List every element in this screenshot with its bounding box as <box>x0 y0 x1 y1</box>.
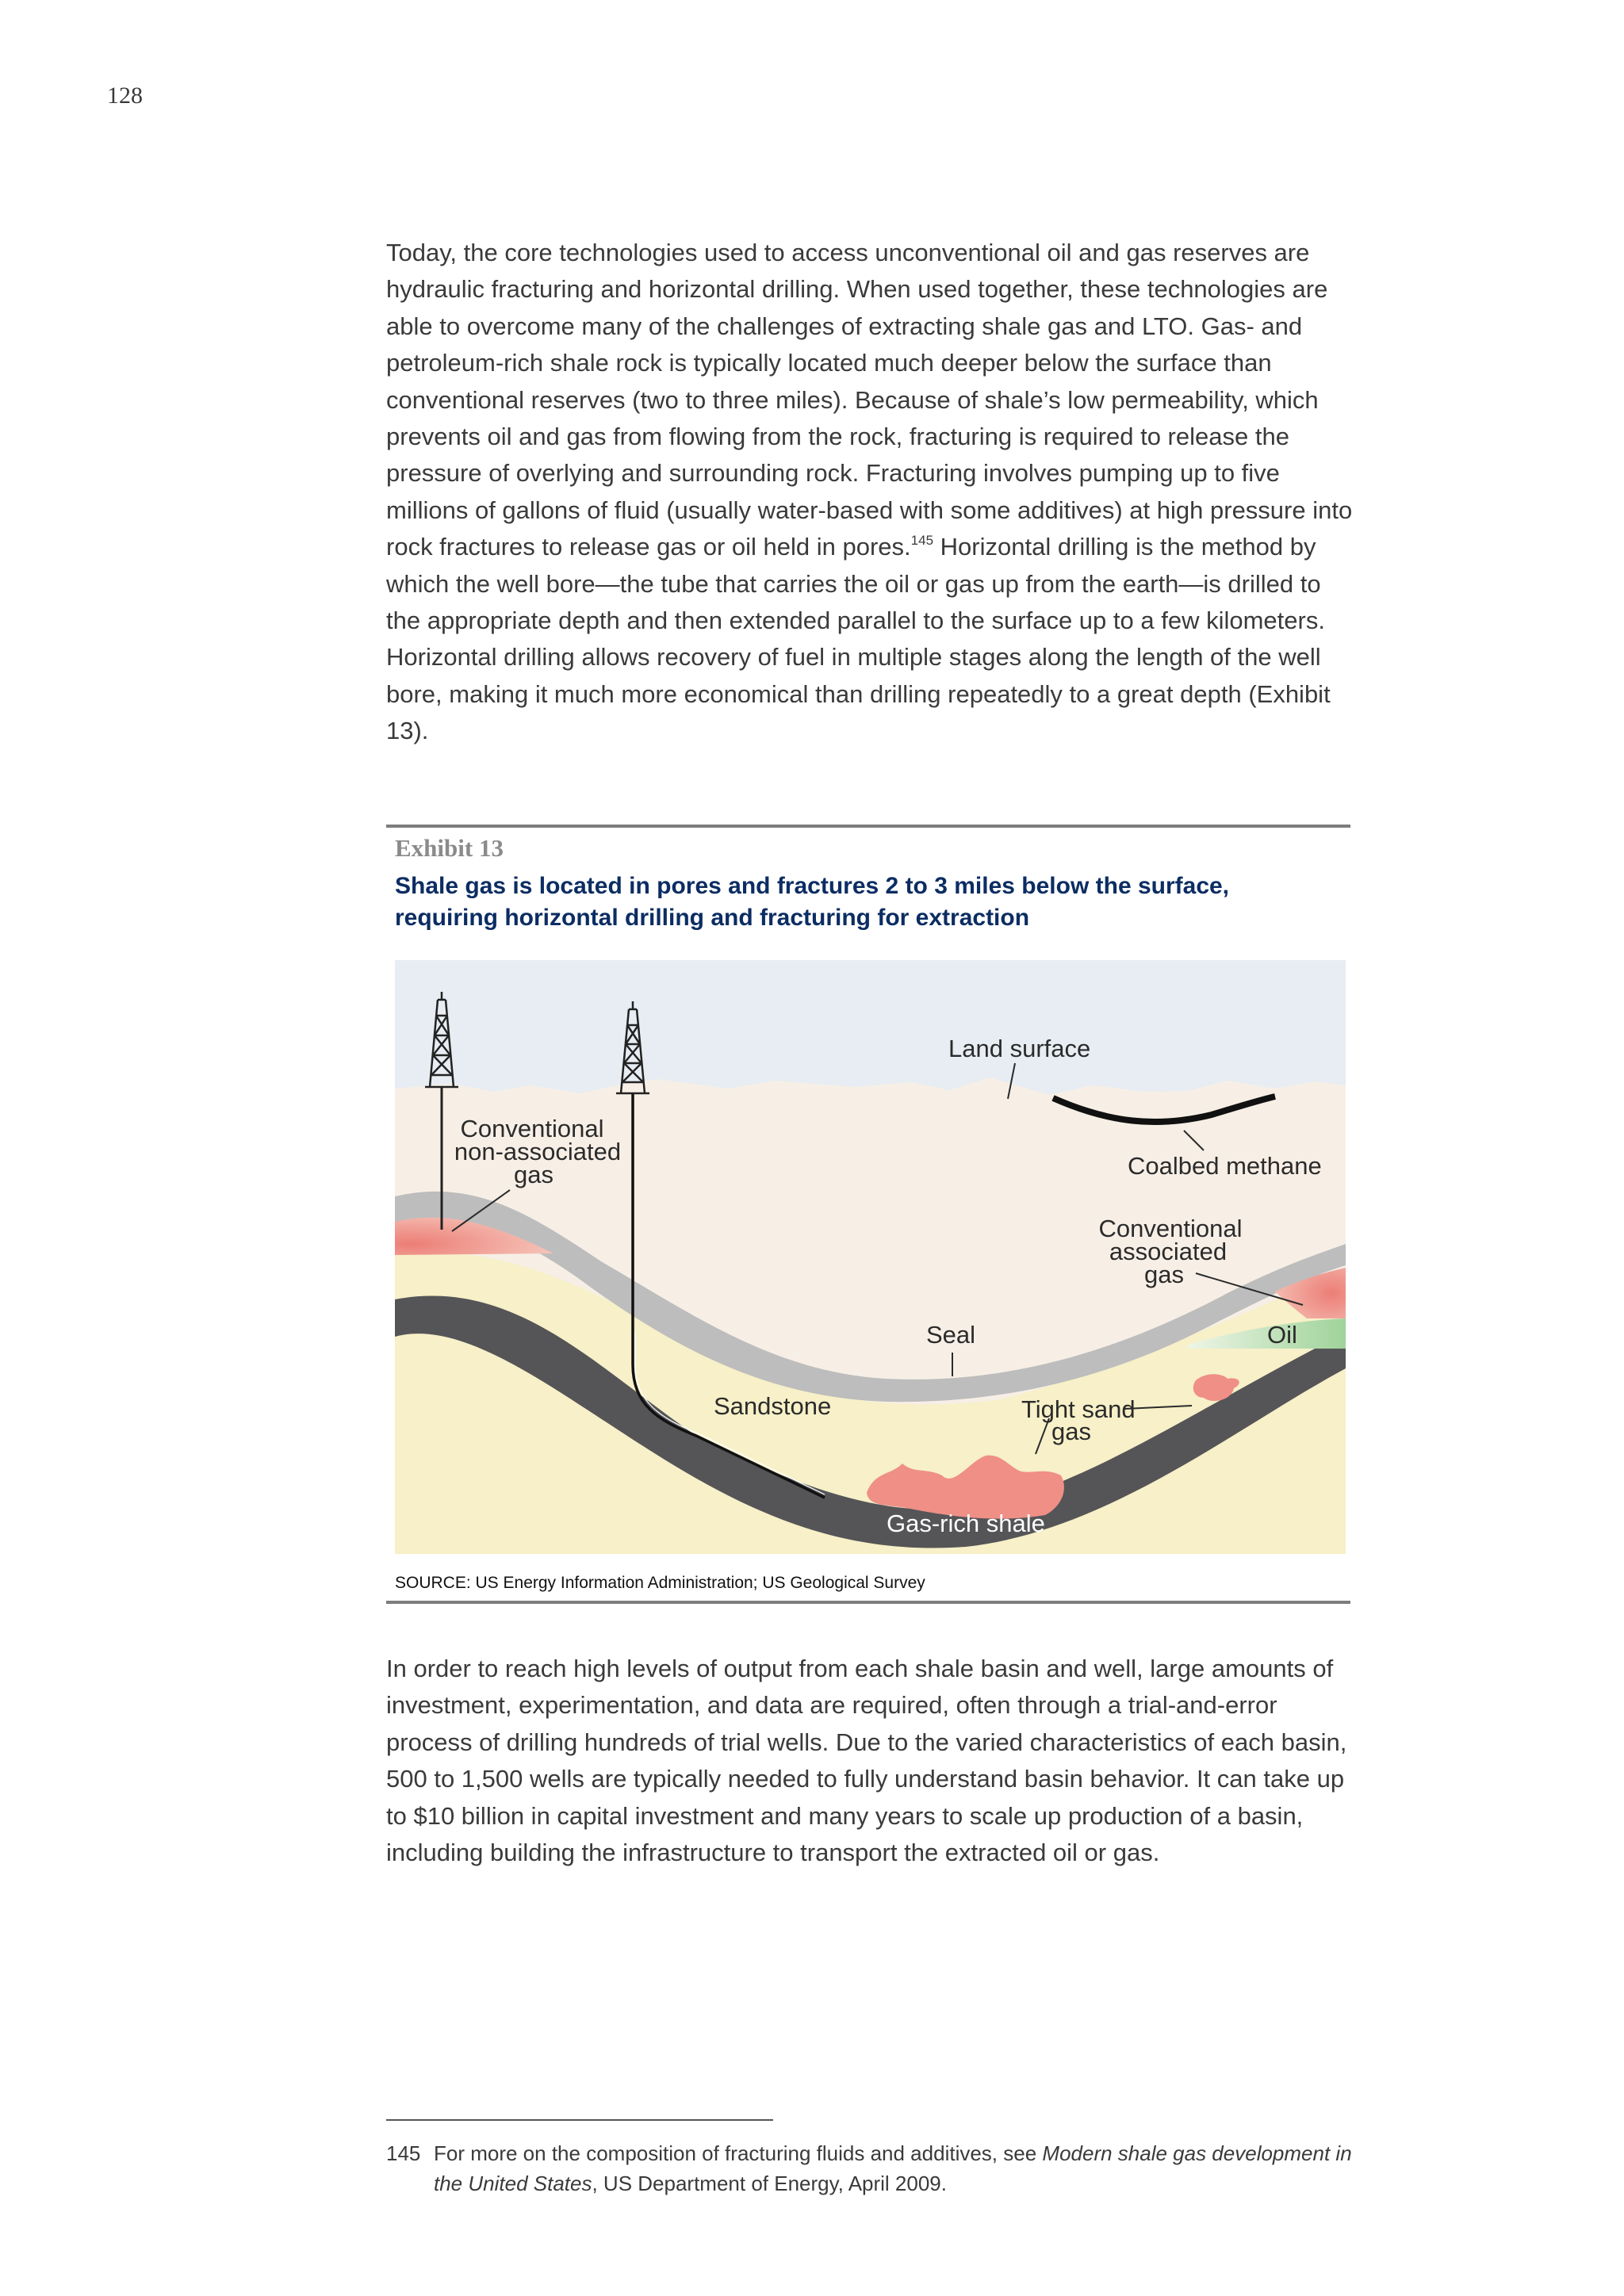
exhibit-title-line: Shale gas is located in pores and fractures 2 to 3 miles below the surface, <box>395 873 1230 899</box>
shale-gas-diagram <box>395 960 1346 1554</box>
body-paragraph <box>386 235 1362 750</box>
label-conventional-nonassociated: Conventional <box>460 1115 604 1142</box>
label-conventional-associated: Conventional <box>1098 1215 1243 1242</box>
label-conventional-associated: gas <box>1144 1261 1184 1288</box>
footnote-number: 145 <box>386 2141 421 2165</box>
body-paragraph: In order to reach high levels of output from each shale basin and well, large amounts of investment, experimentation, and data are required, often through a trial-and-error process of drilling hundreds of trial wells. Due to the varied characteristics of each basin, 500 to 1,500 wells are typically needed to fully understand basin behavior. It can take up to $10 billion in capital investment and many years to scale up production of a basin, including building the infrastructure to transport the extracted oil or gas. <box>386 1655 1347 1867</box>
page-number: 128 <box>107 82 143 109</box>
label-conventional-nonassociated: non-associated <box>454 1138 622 1165</box>
label-oil: Oil <box>1267 1321 1297 1349</box>
exhibit-source: SOURCE: US Energy Information Administration; US Geological Survey <box>395 1574 925 1592</box>
footnote-cited-title: Modern shale gas development in the United States <box>434 2141 1352 2195</box>
footnote-text-part: For more on the composition of fracturing fluids and additives, see <box>434 2141 1043 2165</box>
label-conventional-nonassociated: gas <box>514 1161 553 1188</box>
footnote-text <box>434 2138 1385 2198</box>
exhibit-title-line: requiring horizontal drilling and fracturing for extraction <box>395 905 1030 931</box>
label-coalbed-methane: Coalbed methane <box>1128 1152 1322 1180</box>
exhibit-bottom-rule <box>386 1601 1350 1604</box>
exhibit-label: Exhibit 13 <box>395 834 504 862</box>
label-seal: Seal <box>926 1321 976 1349</box>
label-land-surface: Land surface <box>948 1035 1091 1062</box>
label-gas-rich-shale: Gas-rich shale <box>887 1510 1045 1537</box>
exhibit-top-rule <box>386 825 1350 828</box>
label-tight-sand-gas: gas <box>1051 1418 1091 1445</box>
paragraph-text: Horizontal drilling is the method by which the well bore—the tube that carries the oil or gas up from the earth—is drilled to the appropriate depth and then extended parallel to the surface up to a few kilometers. Horizontal drilling allows recovery of fuel in multiple stages along the length of the well bore, making it much more economical than drilling repeatedly to a great depth (Exhibit 13). <box>386 533 1331 745</box>
paragraph-text: Today, the core technologies used to access unconventional oil and gas reserves are hydraulic fracturing and horizontal drilling. When used together, these technologies are able to overcome many of the challenges of extracting shale gas and LTO. Gas- and petroleum-rich shale rock is typically located much deeper below the surface than conventional reserves (two to three miles). Because of shale’s low permeability, which prevents oil and gas from flowing from the rock, fracturing is required to release the pressure of overlying and surrounding rock. Fracturing involves pumping up to five millions of gallons of fluid (usually water-based with some additives) at high pressure into rock fractures to release gas or oil held in pores. <box>386 239 1353 561</box>
footnote-reference[interactable]: 145 <box>910 533 934 549</box>
label-conventional-associated: associated <box>1109 1238 1228 1265</box>
label-sandstone: Sandstone <box>714 1392 832 1420</box>
label-tight-sand-gas: Tight sand <box>1021 1395 1136 1423</box>
exhibit-title <box>395 871 1346 934</box>
footnote-separator <box>386 2119 773 2121</box>
footnote-text-part: , US Department of Energy, April 2009. <box>592 2172 947 2195</box>
